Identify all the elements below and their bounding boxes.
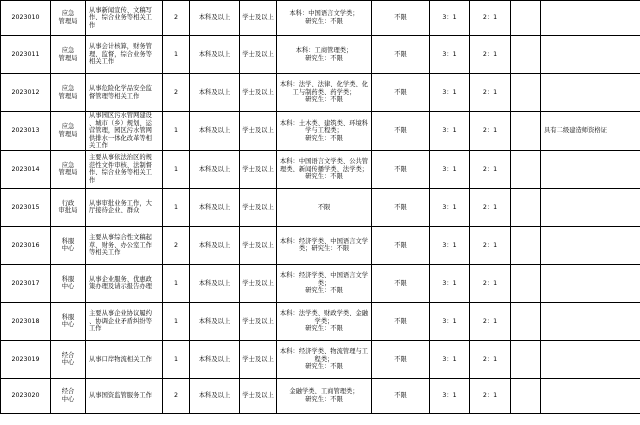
remarks-cell: 具有二级建造师资格证 — [541, 112, 640, 151]
interview-ratio-cell: 2：1 — [470, 150, 511, 188]
blank-cell — [511, 150, 541, 188]
position-code-cell: 2023020 — [1, 378, 51, 413]
headcount-cell: 1 — [163, 150, 190, 188]
education-cell: 本科及以上 — [190, 378, 240, 413]
exam-ratio-cell: 3：1 — [430, 378, 470, 413]
education-cell: 本科及以上 — [190, 340, 240, 378]
job-duty-cell: 从事企业服务、优惠政 策办理及请示报告办理 — [86, 264, 163, 302]
blank-cell — [511, 188, 541, 226]
education-cell: 本科及以上 — [190, 188, 240, 226]
department-cell: 行政 审批局 — [51, 188, 86, 226]
degree-cell: 学士及以上 — [240, 264, 277, 302]
table-row — [1, 264, 640, 302]
job-duty-cell: 从事园区污水管网建设 、城市（乡）规划、运 营管理，园区污水管网 供排水一体化改革等相 关工作 — [86, 112, 163, 151]
exam-ratio-cell: 3：1 — [430, 36, 470, 74]
degree-cell: 学士及以上 — [240, 1, 277, 36]
headcount-cell: 2 — [163, 1, 190, 36]
exam-ratio-cell: 3：1 — [430, 188, 470, 226]
interview-ratio-cell: 2：1 — [470, 188, 511, 226]
headcount-cell: 1 — [163, 340, 190, 378]
headcount-cell: 1 — [163, 112, 190, 151]
position-code-cell: 2023016 — [1, 226, 51, 264]
job-duty-cell: 从事新闻宣传、文稿写 作、综合业务等相关工 作 — [86, 1, 163, 36]
major-requirement-cell: 本科：中国语言文学类； 研究生：不限 — [277, 1, 372, 36]
department-cell: 应急 管理局 — [51, 36, 86, 74]
degree-cell: 学士及以上 — [240, 112, 277, 151]
position-code-cell: 2023013 — [1, 112, 51, 151]
department-cell: 经合 中心 — [51, 378, 86, 413]
blank-cell — [511, 340, 541, 378]
degree-cell: 学士及以上 — [240, 226, 277, 264]
education-cell: 本科及以上 — [190, 226, 240, 264]
remarks-cell — [541, 150, 640, 188]
major-requirement-cell: 本科：经济学类、物流管理与工 程类； 研究生：不限 — [277, 340, 372, 378]
degree-cell: 学士及以上 — [240, 378, 277, 413]
job-duty-cell: 主要从事依法治区的规 范性文件审核、法制督 作、综合业务等相关工 作 — [86, 150, 163, 188]
department-cell: 应急 管理局 — [51, 150, 86, 188]
age-requirement-cell: 不限 — [372, 36, 430, 74]
major-requirement-cell: 本科：土木类、建筑类、环境科 学与工程类； 研究生：不限 — [277, 112, 372, 151]
blank-cell — [511, 74, 541, 112]
major-requirement-cell: 本科：工商管理类； 研究生：不限 — [277, 36, 372, 74]
exam-ratio-cell: 3：1 — [430, 226, 470, 264]
degree-cell: 学士及以上 — [240, 74, 277, 112]
major-requirement-cell: 本科：中国语言文学类、公共管 理类、新闻传播学类、法学类； 研究生：不限 — [277, 150, 372, 188]
age-requirement-cell: 不限 — [372, 302, 430, 340]
age-requirement-cell: 不限 — [372, 1, 430, 36]
remarks-cell — [541, 36, 640, 74]
interview-ratio-cell: 2：1 — [470, 302, 511, 340]
exam-ratio-cell: 3：1 — [430, 150, 470, 188]
interview-ratio-cell: 2：1 — [470, 378, 511, 413]
headcount-cell: 1 — [163, 188, 190, 226]
remarks-cell — [541, 340, 640, 378]
exam-ratio-cell: 3：1 — [430, 112, 470, 151]
headcount-cell: 2 — [163, 74, 190, 112]
degree-cell: 学士及以上 — [240, 150, 277, 188]
interview-ratio-cell: 2：1 — [470, 340, 511, 378]
headcount-cell: 2 — [163, 226, 190, 264]
table-row — [1, 36, 640, 74]
education-cell: 本科及以上 — [190, 36, 240, 74]
education-cell: 本科及以上 — [190, 112, 240, 151]
remarks-cell — [541, 74, 640, 112]
major-requirement-cell: 本科：经济学类、中国语言文学 类； 研究生：不限 — [277, 264, 372, 302]
position-code-cell: 2023017 — [1, 264, 51, 302]
department-cell: 应急 管理局 — [51, 112, 86, 151]
major-requirement-cell: 本科：法学类、财政学类、金融 学类； 研究生：不限 — [277, 302, 372, 340]
exam-ratio-cell: 3：1 — [430, 302, 470, 340]
remarks-cell — [541, 378, 640, 413]
table-row — [1, 150, 640, 188]
table-body — [1, 1, 640, 414]
degree-cell: 学士及以上 — [240, 36, 277, 74]
interview-ratio-cell: 2：1 — [470, 1, 511, 36]
exam-ratio-cell: 3：1 — [430, 74, 470, 112]
blank-cell — [511, 264, 541, 302]
table-row — [1, 340, 640, 378]
department-cell: 应急 管理局 — [51, 1, 86, 36]
blank-cell — [511, 302, 541, 340]
position-code-cell: 2023018 — [1, 302, 51, 340]
table-row — [1, 226, 640, 264]
remarks-cell — [541, 1, 640, 36]
remarks-cell — [541, 264, 640, 302]
position-code-cell: 2023015 — [1, 188, 51, 226]
age-requirement-cell: 不限 — [372, 226, 430, 264]
remarks-cell — [541, 226, 640, 264]
education-cell: 本科及以上 — [190, 302, 240, 340]
blank-cell — [511, 36, 541, 74]
department-cell: 科服 中心 — [51, 226, 86, 264]
department-cell: 科服 中心 — [51, 302, 86, 340]
blank-cell — [511, 226, 541, 264]
major-requirement-cell: 本科：法学、法律、化学类、化 工与制药类、药学类； 研究生：不限 — [277, 74, 372, 112]
degree-cell: 学士及以上 — [240, 188, 277, 226]
headcount-cell: 1 — [163, 302, 190, 340]
age-requirement-cell: 不限 — [372, 188, 430, 226]
table-row — [1, 74, 640, 112]
table-row — [1, 1, 640, 36]
job-duty-cell: 从事危险化学品安全监 督管理等相关工作 — [86, 74, 163, 112]
age-requirement-cell: 不限 — [372, 150, 430, 188]
department-cell: 应急 管理局 — [51, 74, 86, 112]
age-requirement-cell: 不限 — [372, 264, 430, 302]
job-duty-cell: 主要从事综合性文稿起 草、财务、办公室工作 等相关工作 — [86, 226, 163, 264]
interview-ratio-cell: 2：1 — [470, 112, 511, 151]
position-code-cell: 2023012 — [1, 74, 51, 112]
position-code-cell: 2023019 — [1, 340, 51, 378]
job-duty-cell: 从事国资监管服务工作 — [86, 378, 163, 413]
interview-ratio-cell: 2：1 — [470, 36, 511, 74]
job-duty-cell: 主要从事企业协议履约 、协调企业矛盾纠纷等 工作 — [86, 302, 163, 340]
degree-cell: 学士及以上 — [240, 340, 277, 378]
age-requirement-cell: 不限 — [372, 340, 430, 378]
education-cell: 本科及以上 — [190, 74, 240, 112]
blank-cell — [511, 1, 541, 36]
education-cell: 本科及以上 — [190, 150, 240, 188]
exam-ratio-cell: 3：1 — [430, 1, 470, 36]
age-requirement-cell: 不限 — [372, 378, 430, 413]
interview-ratio-cell: 2：1 — [470, 226, 511, 264]
remarks-cell — [541, 188, 640, 226]
department-cell: 科服 中心 — [51, 264, 86, 302]
department-cell: 经合 中心 — [51, 340, 86, 378]
age-requirement-cell: 不限 — [372, 112, 430, 151]
exam-ratio-cell: 3：1 — [430, 264, 470, 302]
blank-cell — [511, 378, 541, 413]
job-duty-cell: 从事审批业务工作，大 厅接待企业、群众 — [86, 188, 163, 226]
exam-ratio-cell: 3：1 — [430, 340, 470, 378]
degree-cell: 学士及以上 — [240, 302, 277, 340]
job-duty-cell: 从事会计核算，财务管 理、监督，综合业务等 相关工作 — [86, 36, 163, 74]
headcount-cell: 1 — [163, 264, 190, 302]
table-row — [1, 302, 640, 340]
headcount-cell: 1 — [163, 36, 190, 74]
interview-ratio-cell: 2：1 — [470, 264, 511, 302]
major-requirement-cell: 本科：经济学类、中国语言文学 类；研究生：不限 — [277, 226, 372, 264]
job-duty-cell: 从事口岸物流相关工作 — [86, 340, 163, 378]
major-requirement-cell: 金融学类、工商管理类； 研究生：不限 — [277, 378, 372, 413]
table-row — [1, 112, 640, 151]
headcount-cell: 2 — [163, 378, 190, 413]
major-requirement-cell: 不限 — [277, 188, 372, 226]
remarks-cell — [541, 302, 640, 340]
education-cell: 本科及以上 — [190, 264, 240, 302]
position-code-cell: 2023014 — [1, 150, 51, 188]
interview-ratio-cell: 2：1 — [470, 74, 511, 112]
education-cell: 本科及以上 — [190, 1, 240, 36]
position-code-cell: 2023011 — [1, 36, 51, 74]
age-requirement-cell: 不限 — [372, 74, 430, 112]
table-row — [1, 378, 640, 413]
blank-cell — [511, 112, 541, 151]
position-code-cell: 2023010 — [1, 1, 51, 36]
table-row — [1, 188, 640, 226]
